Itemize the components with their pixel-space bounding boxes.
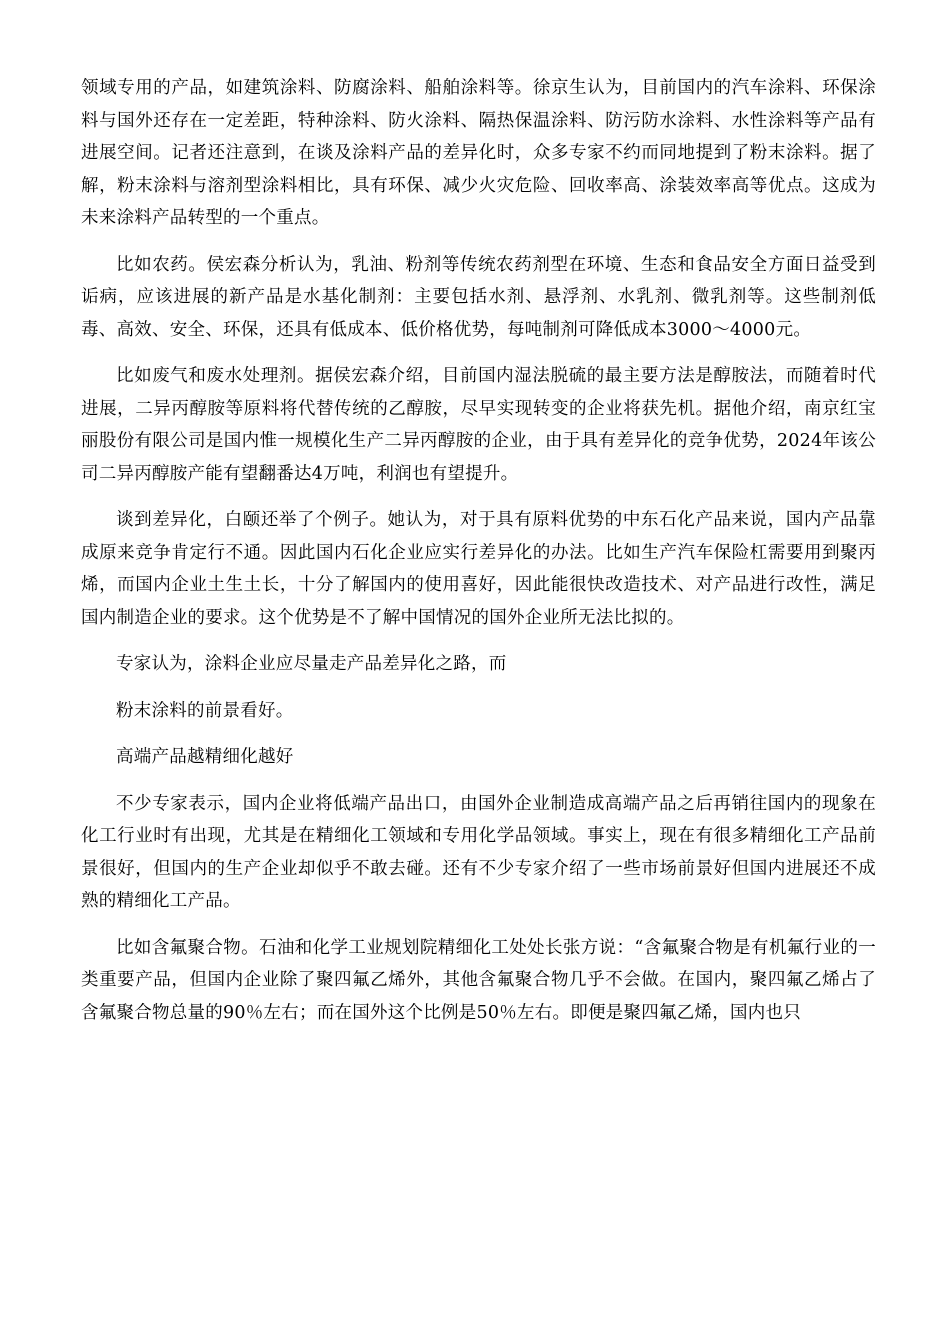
pull-quote-line-2: 粉末涂料的前景看好。 <box>116 700 294 721</box>
document-body <box>81 72 876 1043</box>
paragraph-differentiation-example: 谈到差异化，白颐还举了个例子。她认为，对于具有原料优势的中东石化产品来说，国内产品靠成原来竞争肯定行不通。因此国内石化企业应实行差异化的办法。比如生产汽车保险杠需要用到聚丙烯，而国内企业土生土长，十分了解国内的使用喜好，因此能很快改造技术、对产品进行改性，满足国内制造企业的要求。这个优势是不了解中国情况的国外企业所无法比拟的。 <box>81 510 876 628</box>
paragraph-pesticides: 比如农药。侯宏森分析认为，乳油、粉剂等传统农药剂型在环境、生态和食品安全方面日益受到诟病，应该进展的新产品是水基化制剂：主要包括水剂、悬浮剂、水乳剂、微乳剂等。这些制剂低毒、高效、安全、环保，还具有低成本、低价格优势，每吨制剂可降低成本3000～4000元。 <box>81 254 876 340</box>
paragraph-waste-treatment: 比如废气和废水处理剂。据侯宏森介绍，目前国内湿法脱硫的最主要方法是醇胺法，而随着时代进展，二异丙醇胺等原料将代替传统的乙醇胺，尽早实现转变的企业将获先机。据他介绍，南京红宝丽股份有限公司是国内惟一规模化生产二异丙醇胺的企业，由于具有差异化的竞争优势，2024年该公司二异丙醇胺产能有望翻番达4万吨，利润也有望提升。 <box>81 366 876 484</box>
paragraph-high-end-products: 不少专家表示，国内企业将低端产品出口，由国外企业制造成高端产品之后再销往国内的现象在化工行业时有出现，尤其是在精细化工领域和专用化学品领域。事实上，现在有很多精细化工产品前景很好，但国内的生产企业却似乎不敢去碰。还有不少专家介绍了一些市场前景好但国内进展还不成熟的精细化工产品。 <box>81 793 876 911</box>
paragraph-fluoropolymers: 比如含氟聚合物。石油和化学工业规划院精细化工处处长张方说：“含氟聚合物是有机氟行业的一类重要产品，但国内企业除了聚四氟乙烯外，其他含氟聚合物几乎不会做。在国内，聚四氟乙烯占了含氟聚合物总量的90％左右；而在国外这个比例是50％左右。即便是聚四氟乙烯，国内也只 <box>81 937 876 1023</box>
section-heading: 高端产品越精细化越好 <box>116 747 294 767</box>
pull-quote-line-1: 专家认为，涂料企业应尽量走产品差异化之路，而 <box>116 654 507 674</box>
paragraph-coatings-continued: 领域专用的产品，如建筑涂料、防腐涂料、船舶涂料等。徐京生认为，目前国内的汽车涂料、环保涂料与国外还存在一定差距，特种涂料、防火涂料、隔热保温涂料、防污防水涂料、水性涂料等产品有进展空间。记者还注意到，在谈及涂料产品的差异化时，众多专家不约而同地提到了粉末涂料。据了解，粉末涂料与溶剂型涂料相比，具有环保、减少火灾危险、回收率高、涂装效率高等优点。这成为未来涂料产品转型的一个重点。 <box>81 78 876 228</box>
